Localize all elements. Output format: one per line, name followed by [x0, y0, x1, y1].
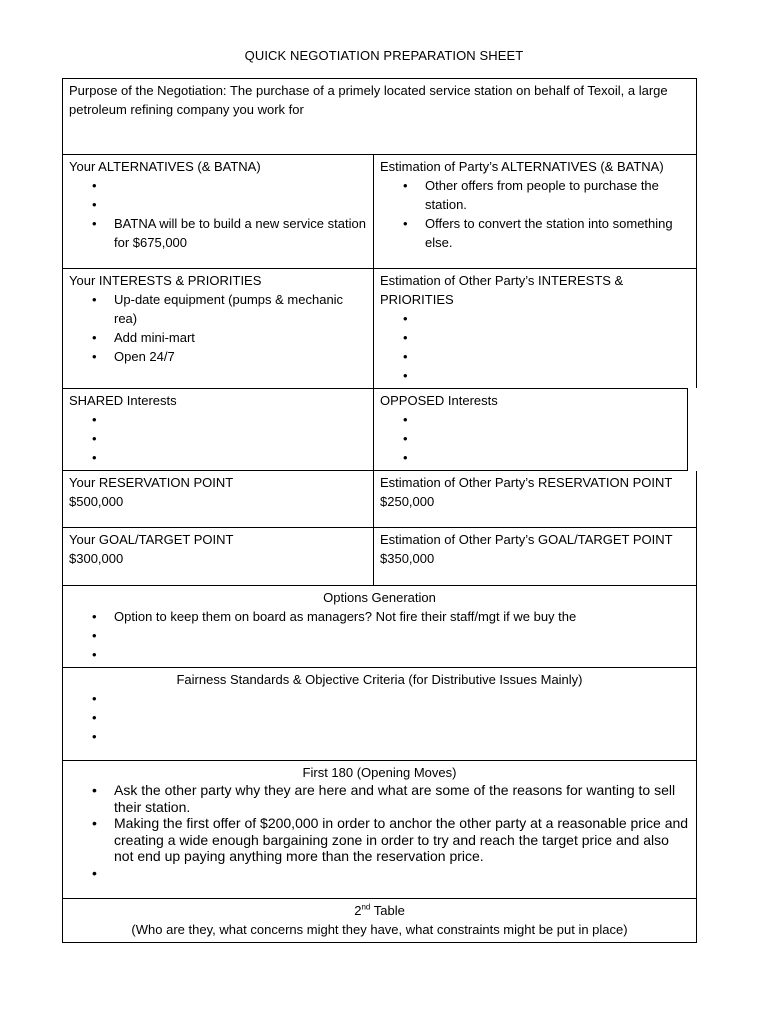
their-goal-cell: [374, 528, 697, 586]
page-title: QUICK NEGOTIATION PREPARATION SHEET: [244, 48, 524, 63]
your-interests-list: [69, 290, 367, 366]
list-item: [425, 366, 690, 385]
purpose-label: Purpose of the Negotiation:: [69, 83, 227, 98]
list-item: [114, 708, 690, 727]
fairness-list: [69, 689, 690, 746]
list-item: [425, 309, 690, 328]
reservation-row: [63, 471, 697, 528]
second-table-superscript: nd: [361, 902, 371, 912]
second-table-cell: [63, 899, 697, 943]
your-reservation-value: $500,000: [69, 494, 124, 509]
shared-opposed-row: [63, 389, 697, 471]
list-item: [425, 429, 682, 448]
first180-heading: First 180 (Opening Moves): [302, 765, 457, 780]
list-item: [425, 410, 682, 429]
your-goal-label: Your GOAL/TARGET POINT: [69, 532, 234, 547]
opposed-interests-label: OPPOSED Interests: [380, 393, 498, 408]
their-alternatives-list: [380, 176, 690, 252]
their-interests-label: Estimation of Other Party’s INTERESTS & PRIORITIES: [380, 273, 624, 307]
list-item: [114, 645, 690, 664]
purpose-row: [63, 79, 697, 155]
their-reservation-label: Estimation of Other Party’s RESERVATION POINT: [380, 475, 673, 490]
their-alternatives-cell: [374, 155, 697, 269]
purpose-cell: [63, 79, 697, 155]
list-item: [114, 429, 367, 448]
options-list: [69, 607, 690, 664]
your-goal-cell: [63, 528, 374, 586]
first180-list: [69, 782, 690, 882]
list-item: • Ask the other party why they are here and what are some of the reasons for wanting to sell their station.: [114, 782, 690, 815]
second-table-number: 2: [354, 903, 362, 918]
fairness-heading: Fairness Standards & Objective Criteria (for Distributive Issues Mainly): [176, 672, 583, 687]
fairness-cell: [63, 668, 697, 761]
purpose-text: The purchase of a primely located service station on behalf of Texoil, a large petroleum refining company you work for: [69, 83, 668, 117]
shared-interests-cell: [63, 389, 374, 471]
list-item: • Making the first offer of $200,000 in order to anchor the other party at a reasonable price and creating a wide enough bargaining zone in order to try and reach the target price and also not end up paying anything more than the reservation price.: [114, 815, 690, 865]
shared-interests-list: [69, 410, 367, 467]
list-item: • Other offers from people to purchase the station.: [425, 176, 690, 214]
your-reservation-label: Your RESERVATION POINT: [69, 475, 234, 490]
your-reservation-cell: [63, 471, 374, 528]
list-item: • Option to keep them on board as managers? Not fire their staff/mgt if we buy the: [114, 607, 690, 626]
their-interests-cell: [374, 269, 697, 389]
second-table-label: Table: [373, 903, 405, 918]
your-alternatives-list: [69, 176, 367, 252]
list-item: • Open 24/7: [114, 347, 367, 366]
list-item: [425, 448, 682, 467]
your-interests-cell: [63, 269, 374, 389]
list-item: [114, 865, 690, 882]
second-table-row: [63, 899, 697, 943]
list-item: • Up-date equipment (pumps & mechanic rea): [114, 290, 367, 328]
options-cell: [63, 586, 697, 668]
their-reservation-value: $250,000: [380, 494, 435, 509]
list-item: • Offers to convert the station into something else.: [425, 214, 690, 252]
list-item: [114, 689, 690, 708]
preparation-sheet-table: [62, 78, 706, 943]
list-item: [114, 626, 690, 645]
list-item: [114, 195, 367, 214]
list-item: • Add mini-mart: [114, 328, 367, 347]
first180-row: [63, 761, 697, 899]
their-reservation-cell: [374, 471, 697, 528]
your-alternatives-label: Your ALTERNATIVES (& BATNA): [69, 159, 261, 174]
list-item: [114, 727, 690, 746]
list-item: [425, 347, 690, 366]
list-item: [114, 448, 367, 467]
list-item: • BATNA will be to build a new service station for $675,000: [114, 214, 367, 252]
opposed-interests-cell: [374, 389, 697, 471]
list-item: [114, 176, 367, 195]
shared-interests-label: SHARED Interests: [69, 393, 177, 408]
their-goal-value: $350,000: [380, 551, 435, 566]
fairness-row: [63, 668, 697, 761]
alternatives-row: [63, 155, 697, 269]
list-item: [425, 328, 690, 347]
second-table-heading: [69, 901, 690, 920]
list-item: [114, 410, 367, 429]
opposed-interests-list: [380, 410, 682, 467]
options-row: [63, 586, 697, 668]
interests-row: [63, 269, 697, 389]
their-interests-list: [380, 309, 690, 385]
goal-row: [63, 528, 697, 586]
your-alternatives-cell: [63, 155, 374, 269]
options-heading: Options Generation: [323, 590, 436, 605]
first180-cell: [63, 761, 697, 899]
their-alternatives-label: Estimation of Party’s ALTERNATIVES (& BATNA): [380, 159, 664, 174]
second-table-subtitle: (Who are they, what concerns might they have, what constraints might be put in place): [131, 922, 628, 937]
their-goal-label: Estimation of Other Party’s GOAL/TARGET POINT: [380, 532, 673, 547]
your-interests-label: Your INTERESTS & PRIORITIES: [69, 273, 262, 288]
your-goal-value: $300,000: [69, 551, 124, 566]
